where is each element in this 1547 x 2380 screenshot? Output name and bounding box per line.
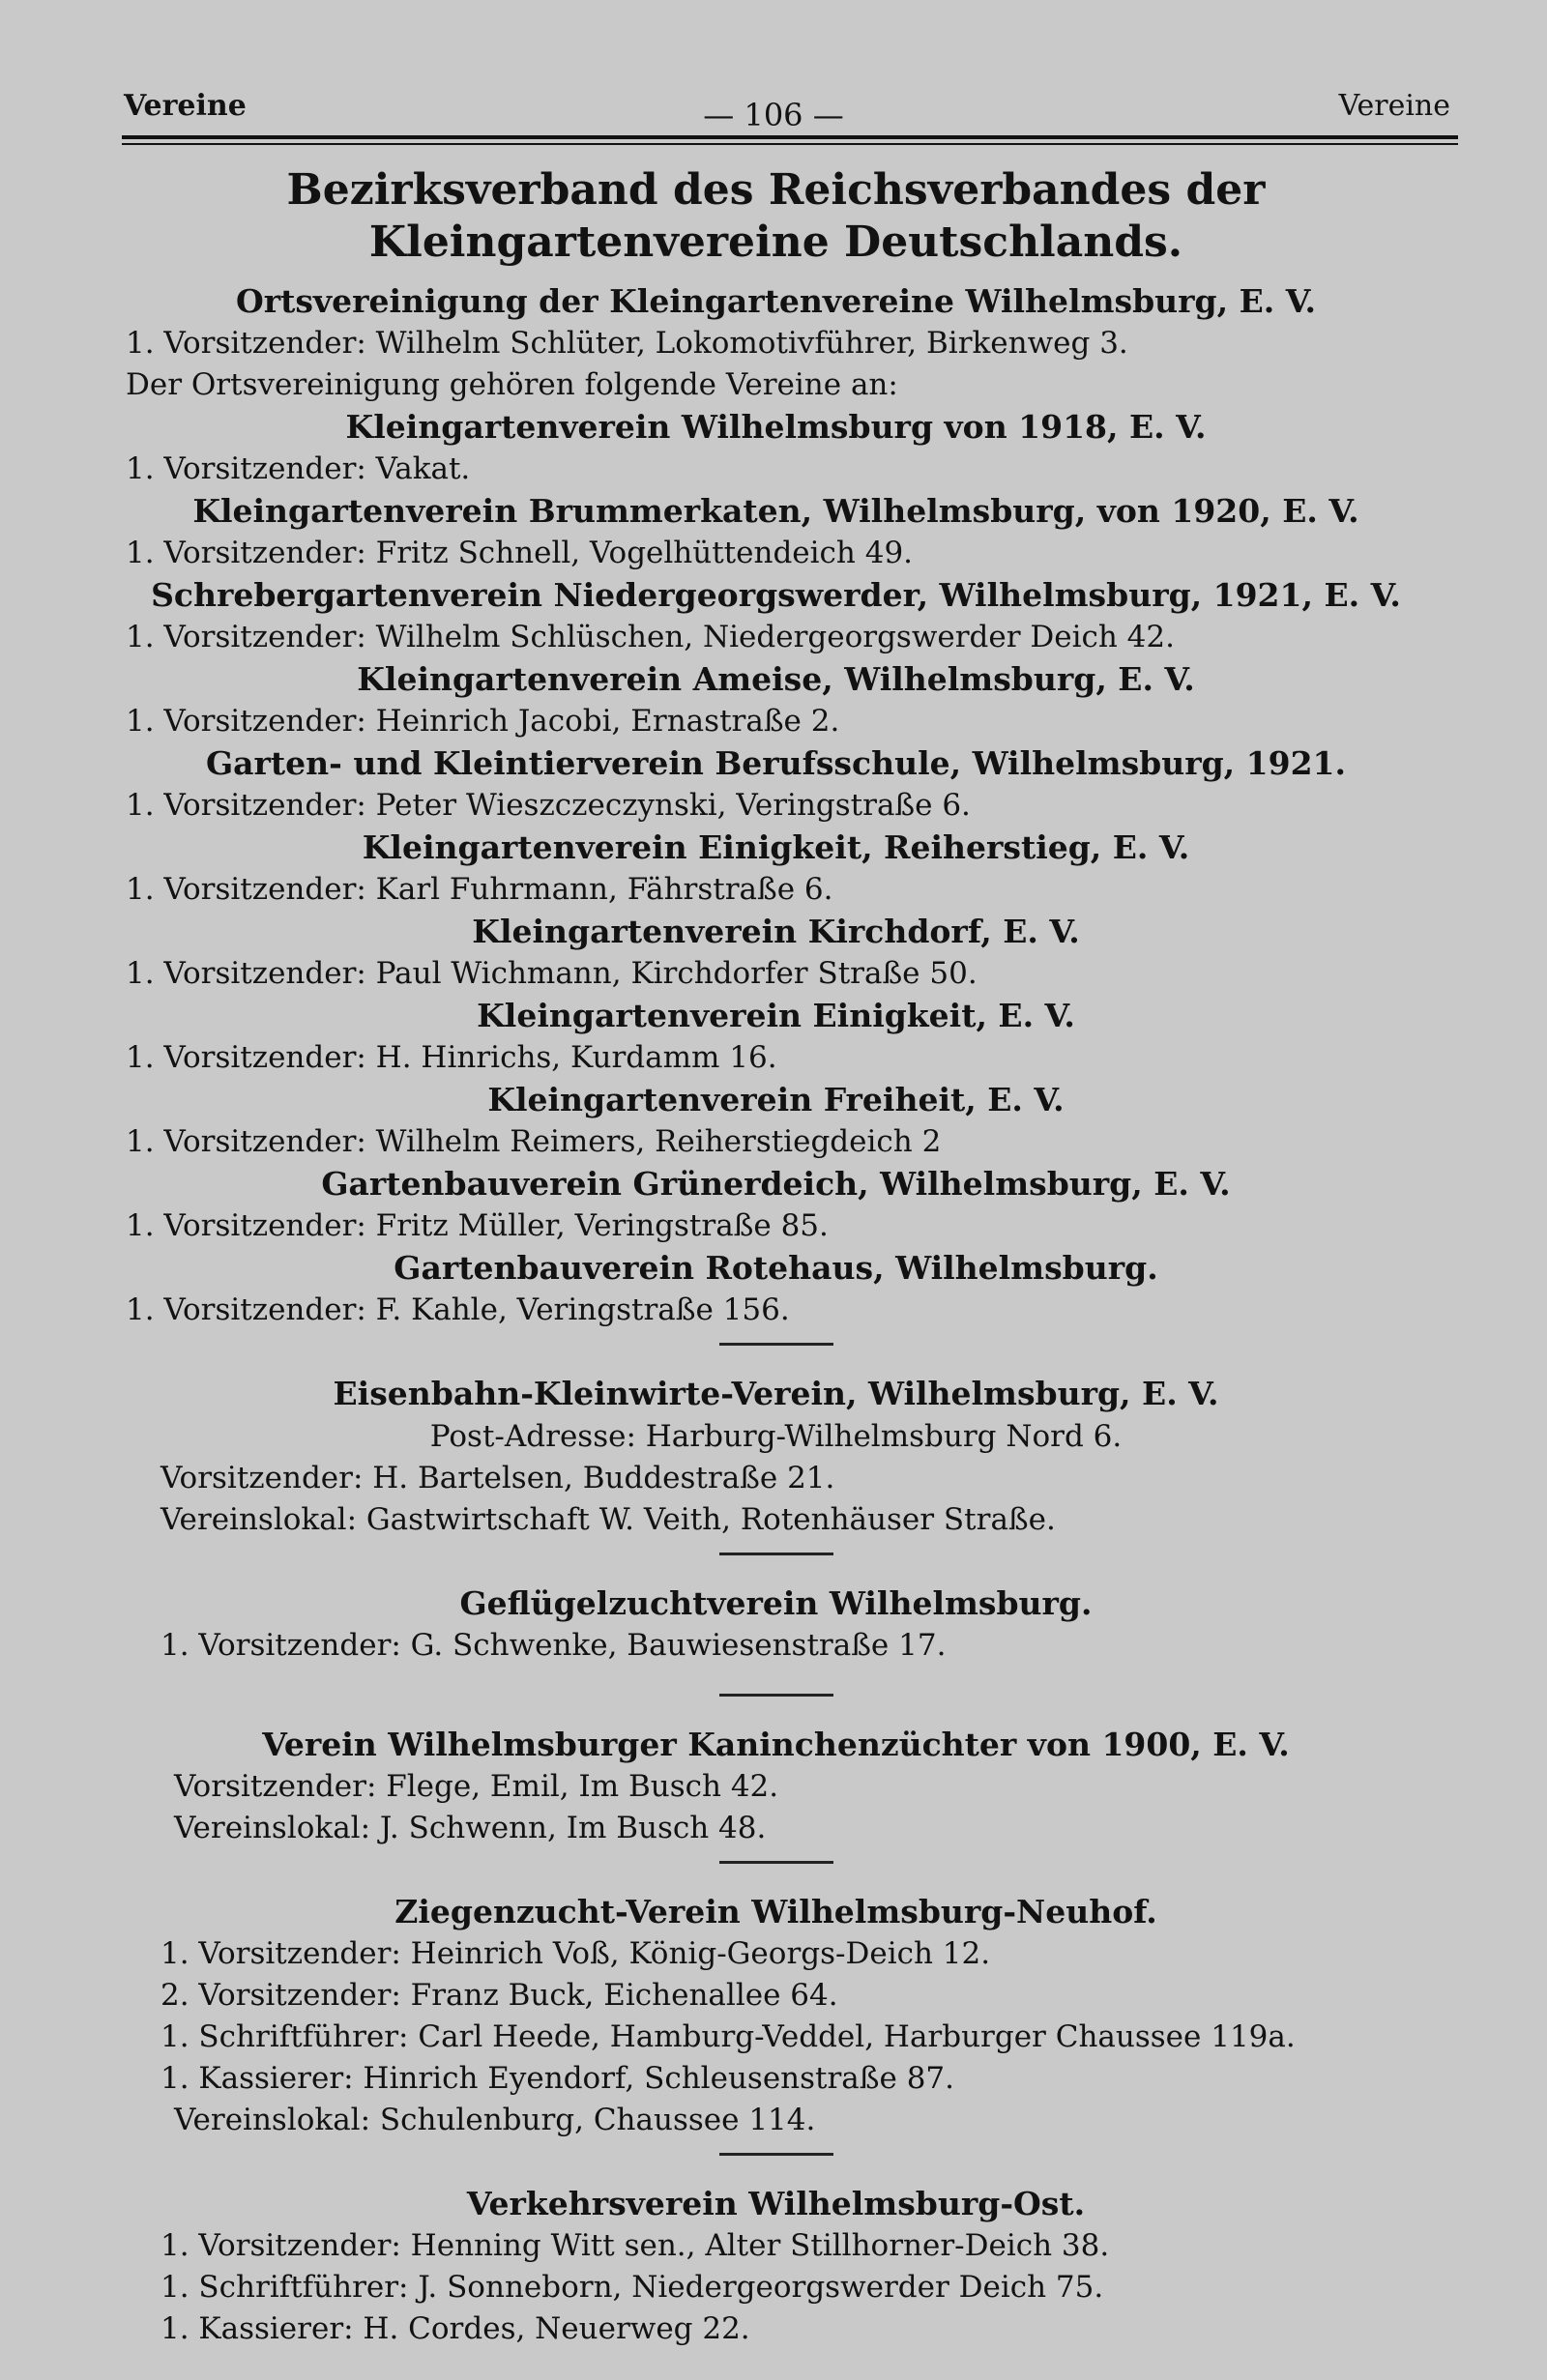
section-heading: Ziegenzucht-Verein Wilhelmsburg-Neuhof. bbox=[394, 1893, 1157, 1930]
member-heading: Garten- und Kleintierverein Berufsschule, Wilhelmsburg, 1921. bbox=[205, 744, 1346, 782]
section-divider bbox=[719, 1694, 833, 1697]
text-line: Vereinslokal: Gastwirtschaft W. Veith, Rotenhäuser Straße. bbox=[161, 1502, 1056, 1537]
member-line: 1. Vorsitzender: Fritz Schnell, Vogelhüttendeich 49. bbox=[126, 536, 914, 570]
header-rule-thick bbox=[122, 135, 1458, 139]
member-heading: Gartenbauverein Grünerdeich, Wilhelmsburg, E. V. bbox=[321, 1165, 1231, 1203]
post-address: Post-Adresse: Harburg-Wilhelmsburg Nord 6. bbox=[429, 1419, 1123, 1454]
member-line: 1. Vorsitzender: Wilhelm Reimers, Reiherstiegdeich 2 bbox=[126, 1124, 942, 1159]
member-heading: Kleingartenverein Ameise, Wilhelmsburg, E. V. bbox=[357, 660, 1195, 698]
section-divider bbox=[719, 2153, 833, 2156]
section-divider bbox=[719, 1861, 833, 1864]
text-line: 1. Vorsitzender: G. Schwenke, Bauwiesenstraße 17. bbox=[161, 1628, 947, 1663]
gefluegel-section bbox=[126, 1582, 1426, 1667]
header-right: Vereine bbox=[1338, 89, 1450, 123]
text-line: 2. Vorsitzender: Franz Buck, Eichenallee 64. bbox=[161, 1978, 838, 2013]
member-heading: Gartenbauverein Rotehaus, Wilhelmsburg. bbox=[394, 1249, 1158, 1287]
text-line: Vorsitzender: Flege, Emil, Im Busch 42. bbox=[174, 1769, 779, 1804]
member-heading: Kleingartenverein Einigkeit, E. V. bbox=[477, 997, 1075, 1034]
section-heading: Verein Wilhelmsburger Kaninchenzüchter von 1900, E. V. bbox=[262, 1726, 1290, 1763]
member-line: 1. Vorsitzender: Heinrich Jacobi, Ernastraße 2. bbox=[126, 704, 840, 739]
member-line: 1. Vorsitzender: Vakat. bbox=[126, 451, 471, 486]
section-heading: Verkehrsverein Wilhelmsburg-Ost. bbox=[466, 2185, 1086, 2222]
member-heading: Schrebergartenverein Niedergeorgswerder, Wilhelmsburg, 1921, E. V. bbox=[151, 576, 1401, 614]
member-line: 1. Vorsitzender: H. Hinrichs, Kurdamm 16. bbox=[126, 1040, 777, 1075]
ortsvereinigung-section bbox=[126, 280, 1426, 406]
text-line: Vereinslokal: J. Schwenn, Im Busch 48. bbox=[174, 1811, 767, 1845]
verkehr-section bbox=[126, 2183, 1426, 2350]
text-line: 1. Vorsitzender: Henning Witt sen., Alter Stillhorner-Deich 38. bbox=[161, 2228, 1110, 2263]
header-rule-thin bbox=[122, 143, 1458, 145]
text-line: 1. Schriftführer: J. Sonneborn, Niedergeorgswerder Deich 75. bbox=[161, 2270, 1104, 2305]
text-line: Vorsitzender: H. Bartelsen, Buddestraße 21. bbox=[161, 1461, 835, 1495]
member-heading: Kleingartenverein Wilhelmsburg von 1918, E. V. bbox=[345, 408, 1207, 446]
member-line: 1. Vorsitzender: Karl Fuhrmann, Fährstraße 6. bbox=[126, 872, 833, 907]
section-heading: Eisenbahn-Kleinwirte-Verein, Wilhelmsburg, E. V. bbox=[333, 1375, 1219, 1412]
text-line: Der Ortsvereinigung gehören folgende Vereine an: bbox=[126, 367, 898, 402]
section-heading: Ortsvereinigung der Kleingartenvereine Wilhelmsburg, E. V. bbox=[235, 282, 1317, 320]
ziegen-section bbox=[126, 1891, 1426, 2141]
member-line: 1. Vorsitzender: Peter Wieszczeczynski, Veringstraße 6. bbox=[126, 788, 971, 823]
section-heading: Geflügelzuchtverein Wilhelmsburg. bbox=[459, 1584, 1093, 1622]
section-divider bbox=[719, 1553, 833, 1555]
main-content bbox=[126, 155, 1426, 2350]
text-line: Vereinslokal: Schulenburg, Chaussee 114. bbox=[174, 2103, 816, 2137]
member-heading: Kleingartenverein Brummerkaten, Wilhelmsburg, von 1920, E. V. bbox=[192, 492, 1359, 530]
member-line: 1. Vorsitzender: Fritz Müller, Veringstraße 85. bbox=[126, 1208, 829, 1243]
main-title: Bezirksverband des Reichsverbandes der Kleingartenvereine Deutschlands. bbox=[286, 165, 1266, 267]
member-line: 1. Vorsitzender: F. Kahle, Veringstraße 156. bbox=[126, 1292, 790, 1327]
eisenbahn-section bbox=[126, 1373, 1426, 1541]
member-line: 1. Vorsitzender: Paul Wichmann, Kirchdorfer Straße 50. bbox=[126, 956, 978, 991]
header-left: Vereine bbox=[124, 89, 247, 123]
member-list bbox=[126, 406, 1426, 1331]
text-line: 1. Kassierer: H. Cordes, Neuerweg 22. bbox=[161, 2311, 750, 2346]
text-line: 1. Vorsitzender: Heinrich Voß, König-Georgs-Deich 12. bbox=[161, 1936, 991, 1971]
member-heading: Kleingartenverein Einigkeit, Reiherstieg, E. V. bbox=[362, 828, 1190, 866]
member-heading: Kleingartenverein Kirchdorf, E. V. bbox=[472, 913, 1080, 950]
page-number: — 106 — bbox=[703, 97, 844, 133]
member-heading: Kleingartenverein Freiheit, E. V. bbox=[487, 1081, 1065, 1118]
section-divider bbox=[719, 1343, 833, 1346]
member-line: 1. Vorsitzender: Wilhelm Schlüschen, Niedergeorgswerder Deich 42. bbox=[126, 620, 1175, 654]
kaninchen-section bbox=[126, 1724, 1426, 1849]
text-line: 1. Kassierer: Hinrich Eyendorf, Schleusenstraße 87. bbox=[161, 2061, 955, 2096]
text-line: 1. Schriftführer: Carl Heede, Hamburg-Veddel, Harburger Chaussee 119a. bbox=[161, 2019, 1296, 2054]
text-line: 1. Vorsitzender: Wilhelm Schlüter, Lokomotivführer, Birkenweg 3. bbox=[126, 326, 1128, 361]
